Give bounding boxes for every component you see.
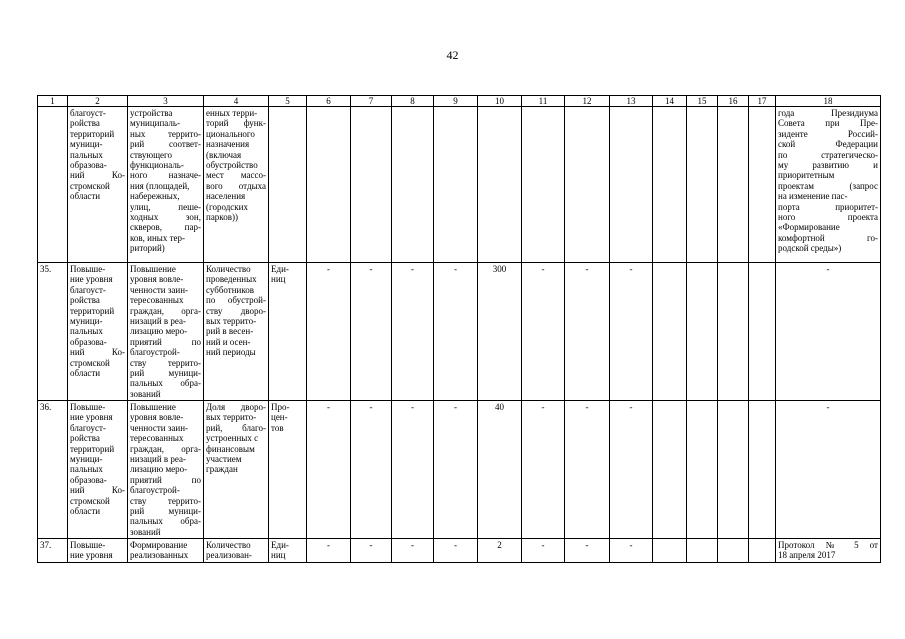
cell-line: «Формирование [778, 222, 840, 233]
cell-line: Доля дворо- [206, 402, 266, 412]
cell-line: 18 апреля 2017 [778, 550, 836, 561]
cell-line: мест массо- [206, 170, 266, 181]
header-cell-9: 9 [434, 96, 478, 107]
cell-line: реализован- [206, 550, 252, 561]
cell-c13: - [610, 401, 653, 539]
cell-line: Про- [271, 402, 290, 412]
cell-goal [68, 107, 128, 263]
cell-line: муници- [70, 454, 103, 465]
cell-line: ству дворо- [206, 305, 266, 316]
table-row [38, 401, 881, 539]
cell-unit [269, 107, 307, 263]
header-cell-11: 11 [522, 96, 565, 107]
cell-line: муници- [70, 316, 103, 327]
cell-line: финансовым [206, 443, 255, 454]
cell-c7: - [351, 539, 392, 563]
cell-c6: - [307, 539, 351, 563]
header-cell-1: 1 [38, 96, 68, 107]
cell-line: устройства [130, 108, 173, 118]
cell-c13 [610, 107, 653, 263]
cell-line: ний периоды [206, 347, 256, 358]
cell-num: 36. [38, 401, 68, 539]
cell-line: ных террито- [130, 128, 201, 139]
header-cell-15: 15 [687, 96, 718, 107]
cell-line: ния (площадей, [130, 180, 190, 191]
cell-line: ройства [70, 433, 100, 444]
cell-line: уровня вовле- [130, 412, 184, 423]
cell-line: лизацию меро- [130, 464, 188, 475]
header-cell-18: 18 [776, 96, 881, 107]
cell-line: приоритетным [778, 170, 835, 181]
cell-c8: - [392, 401, 434, 539]
table-row [38, 263, 881, 401]
cell-basis [776, 539, 881, 563]
cell-c14 [653, 107, 687, 263]
cell-line: - [826, 402, 830, 412]
header-cell-10: 10 [478, 96, 522, 107]
cell-c11: - [522, 263, 565, 401]
cell-c16 [718, 263, 749, 401]
cell-num: 35. [38, 263, 68, 401]
cell-basis [776, 401, 881, 539]
cell-c10 [478, 107, 522, 263]
cell-line: Протокол № 5 от [778, 540, 878, 550]
cell-line: вых террито- [206, 316, 257, 327]
cell-line: муниципаль- [130, 118, 180, 129]
cell-c6 [307, 107, 351, 263]
cell-line: родской среды») [778, 243, 842, 254]
cell-c17 [749, 539, 776, 563]
cell-c15 [687, 263, 718, 401]
cell-line: населения [206, 191, 246, 202]
cell-c9: - [434, 263, 478, 401]
cell-c17 [749, 107, 776, 263]
cell-unit [269, 263, 307, 401]
cell-line: зований [130, 526, 161, 537]
cell-line: тересованных [130, 295, 184, 306]
cell-c12: - [565, 539, 610, 563]
cell-c11 [522, 107, 565, 263]
cell-line: ний Ко- [70, 170, 125, 181]
cell-line: ние уровня [70, 550, 113, 561]
cell-line: торий функ- [206, 118, 266, 129]
cell-line: Повышение [130, 402, 176, 412]
cell-line: ного назначе- [130, 170, 201, 181]
cell-c14 [653, 263, 687, 401]
cell-c16 [718, 107, 749, 263]
cell-line: рий в весен- [206, 326, 254, 337]
cell-line: благоуст- [70, 284, 106, 295]
cell-line: года Президиума [778, 108, 878, 118]
cell-task [128, 539, 204, 563]
cell-line: благоуст- [70, 422, 106, 433]
cell-line: рий муници- [130, 368, 201, 379]
cell-c15 [687, 539, 718, 563]
cell-line: зиденте Россий- [778, 128, 878, 139]
cell-line: низаций в реа- [130, 454, 186, 465]
cell-line: зований [130, 388, 161, 399]
cell-line: по обустрой- [206, 295, 266, 306]
indicators-table [37, 95, 881, 563]
cell-line: уровня вовле- [130, 274, 184, 285]
cell-line: вого отдыха [206, 180, 266, 191]
cell-num [38, 107, 68, 263]
cell-line: стромской [70, 357, 110, 368]
cell-line: ройства [70, 118, 100, 129]
cell-line: енных терри- [206, 108, 258, 118]
cell-line: благоустрой- [130, 347, 180, 358]
cell-indicator [204, 401, 269, 539]
cell-line: ройства [70, 295, 100, 306]
cell-line: ству террито- [130, 357, 201, 368]
cell-line: улиц, пеше- [130, 201, 201, 212]
cell-line: ченности заин- [130, 284, 189, 295]
cell-line: Повыше- [70, 402, 106, 412]
cell-line: набережных, [130, 191, 180, 202]
cell-line: проектам (запрос [778, 180, 878, 191]
cell-c14 [653, 401, 687, 539]
cell-line: образова- [70, 160, 107, 171]
cell-line: граждан, орга- [130, 305, 201, 316]
cell-goal [68, 401, 128, 539]
cell-line: приятий по [130, 336, 201, 347]
cell-c11: - [522, 539, 565, 563]
cell-c10: 300 [478, 263, 522, 401]
cell-line: стромской [70, 180, 110, 191]
cell-line: ние уровня [70, 412, 113, 423]
header-cell-16: 16 [718, 96, 749, 107]
cell-line: проведенных [206, 274, 257, 285]
header-cell-14: 14 [653, 96, 687, 107]
cell-line: комфортной го- [778, 232, 878, 243]
cell-c14 [653, 539, 687, 563]
cell-line: цен- [271, 412, 288, 423]
cell-line: - [826, 264, 830, 274]
cell-c11: - [522, 401, 565, 539]
cell-line: граждан [206, 464, 238, 475]
cell-line: Формирование [130, 540, 188, 550]
cell-c6: - [307, 401, 351, 539]
cell-line: на изменение пас- [778, 191, 848, 202]
cell-line: ков, иных тер- [130, 232, 186, 243]
cell-line: вых террито- [206, 412, 257, 423]
cell-line: Повыше- [70, 540, 106, 550]
table-row [38, 539, 881, 563]
table-row-continuation [38, 107, 881, 263]
cell-line: пальных обра- [130, 378, 201, 389]
cell-c9: - [434, 401, 478, 539]
cell-c13: - [610, 263, 653, 401]
cell-line: ской Федерации [778, 139, 878, 150]
cell-task [128, 401, 204, 539]
cell-line: му развитию и [778, 160, 878, 171]
cell-line: рий муници- [130, 506, 201, 517]
cell-line: функциональ- [130, 160, 184, 171]
cell-line: ние уровня [70, 274, 113, 285]
cell-line: приятий по [130, 474, 201, 485]
cell-line: пальных обра- [130, 516, 201, 527]
cell-line: Повыше- [70, 264, 106, 274]
cell-line: области [70, 191, 101, 202]
cell-line: ниц [271, 550, 286, 561]
cell-line: по стратегическо- [778, 149, 878, 160]
header-cell-12: 12 [565, 96, 610, 107]
cell-line: пальных [70, 464, 103, 475]
cell-line: рий, благо- [206, 422, 266, 433]
cell-c15 [687, 107, 718, 263]
header-cell-4: 4 [204, 96, 269, 107]
cell-indicator [204, 263, 269, 401]
header-row [38, 96, 881, 107]
cell-line: ходных зон, [130, 212, 201, 223]
cell-c12: - [565, 263, 610, 401]
cell-line: ниц [271, 274, 286, 285]
cell-c12 [565, 107, 610, 263]
cell-basis [776, 107, 881, 263]
cell-line: порта приоритет- [778, 201, 878, 212]
cell-line: низаций в реа- [130, 316, 186, 327]
cell-task [128, 263, 204, 401]
cell-line: Повышение [130, 264, 176, 274]
cell-c6: - [307, 263, 351, 401]
cell-task [128, 107, 204, 263]
cell-line: ного проекта [778, 212, 878, 223]
cell-line: области [70, 506, 101, 517]
cell-line: участием [206, 454, 242, 465]
cell-line: Количество [206, 540, 251, 550]
cell-line: ству террито- [130, 495, 201, 506]
cell-line: скверов, пар- [130, 222, 201, 233]
cell-line: тов [271, 422, 284, 433]
cell-c9: - [434, 539, 478, 563]
cell-c13: - [610, 539, 653, 563]
cell-c10: 40 [478, 401, 522, 539]
cell-line: стромской [70, 495, 110, 506]
cell-line: Количество [206, 264, 251, 274]
cell-c7: - [351, 401, 392, 539]
cell-goal [68, 263, 128, 401]
cell-line: ний Ко- [70, 485, 125, 496]
cell-line: благоустрой- [130, 485, 180, 496]
cell-line: образова- [70, 336, 107, 347]
header-cell-3: 3 [128, 96, 204, 107]
header-cell-5: 5 [269, 96, 307, 107]
cell-goal [68, 539, 128, 563]
cell-line: Еди- [271, 264, 289, 274]
cell-line: Совета при Пре- [778, 118, 878, 129]
cell-c8: - [392, 539, 434, 563]
cell-line: образова- [70, 474, 107, 485]
cell-indicator [204, 107, 269, 263]
cell-line: рий соответ- [130, 139, 201, 150]
cell-indicator [204, 539, 269, 563]
cell-c7 [351, 107, 392, 263]
header-cell-6: 6 [307, 96, 351, 107]
cell-line: ционального [206, 128, 255, 139]
cell-c8: - [392, 263, 434, 401]
cell-unit [269, 539, 307, 563]
header-cell-17: 17 [749, 96, 776, 107]
cell-line: (включая [206, 149, 242, 160]
cell-c9 [434, 107, 478, 263]
cell-basis [776, 263, 881, 401]
cell-line: территорий [70, 443, 115, 454]
cell-line: парков)) [206, 212, 238, 223]
cell-line: ний Ко- [70, 347, 125, 358]
cell-line: лизацию меро- [130, 326, 188, 337]
cell-line: ствующего [130, 149, 172, 160]
header-cell-13: 13 [610, 96, 653, 107]
header-cell-8: 8 [392, 96, 434, 107]
cell-line: пальных [70, 149, 103, 160]
cell-unit [269, 401, 307, 539]
cell-line: реализованных [130, 550, 189, 561]
cell-line: Еди- [271, 540, 289, 550]
cell-line: субботников [206, 284, 255, 295]
cell-c17 [749, 263, 776, 401]
cell-num: 37. [38, 539, 68, 563]
cell-line: территорий [70, 305, 115, 316]
cell-line: территорий [70, 128, 115, 139]
cell-line: (городских [206, 201, 248, 212]
cell-line: ченности заин- [130, 422, 189, 433]
cell-line: тересованных [130, 433, 184, 444]
cell-line: риторий) [130, 243, 165, 254]
page-number: 42 [446, 48, 459, 62]
cell-line: назначения [206, 139, 250, 150]
cell-line: обустройство [206, 160, 258, 171]
cell-c16 [718, 401, 749, 539]
cell-c12: - [565, 401, 610, 539]
cell-c8 [392, 107, 434, 263]
cell-c7: - [351, 263, 392, 401]
cell-line: граждан, орга- [130, 443, 201, 454]
cell-line: ний и осен- [206, 336, 251, 347]
cell-line: муници- [70, 139, 103, 150]
cell-line: устроенных с [206, 433, 259, 444]
header-cell-7: 7 [351, 96, 392, 107]
cell-line: благоуст- [70, 108, 106, 118]
cell-c16 [718, 539, 749, 563]
cell-line: области [70, 368, 101, 379]
cell-c10: 2 [478, 539, 522, 563]
cell-line: пальных [70, 326, 103, 337]
cell-c17 [749, 401, 776, 539]
cell-c15 [687, 401, 718, 539]
header-cell-2: 2 [68, 96, 128, 107]
